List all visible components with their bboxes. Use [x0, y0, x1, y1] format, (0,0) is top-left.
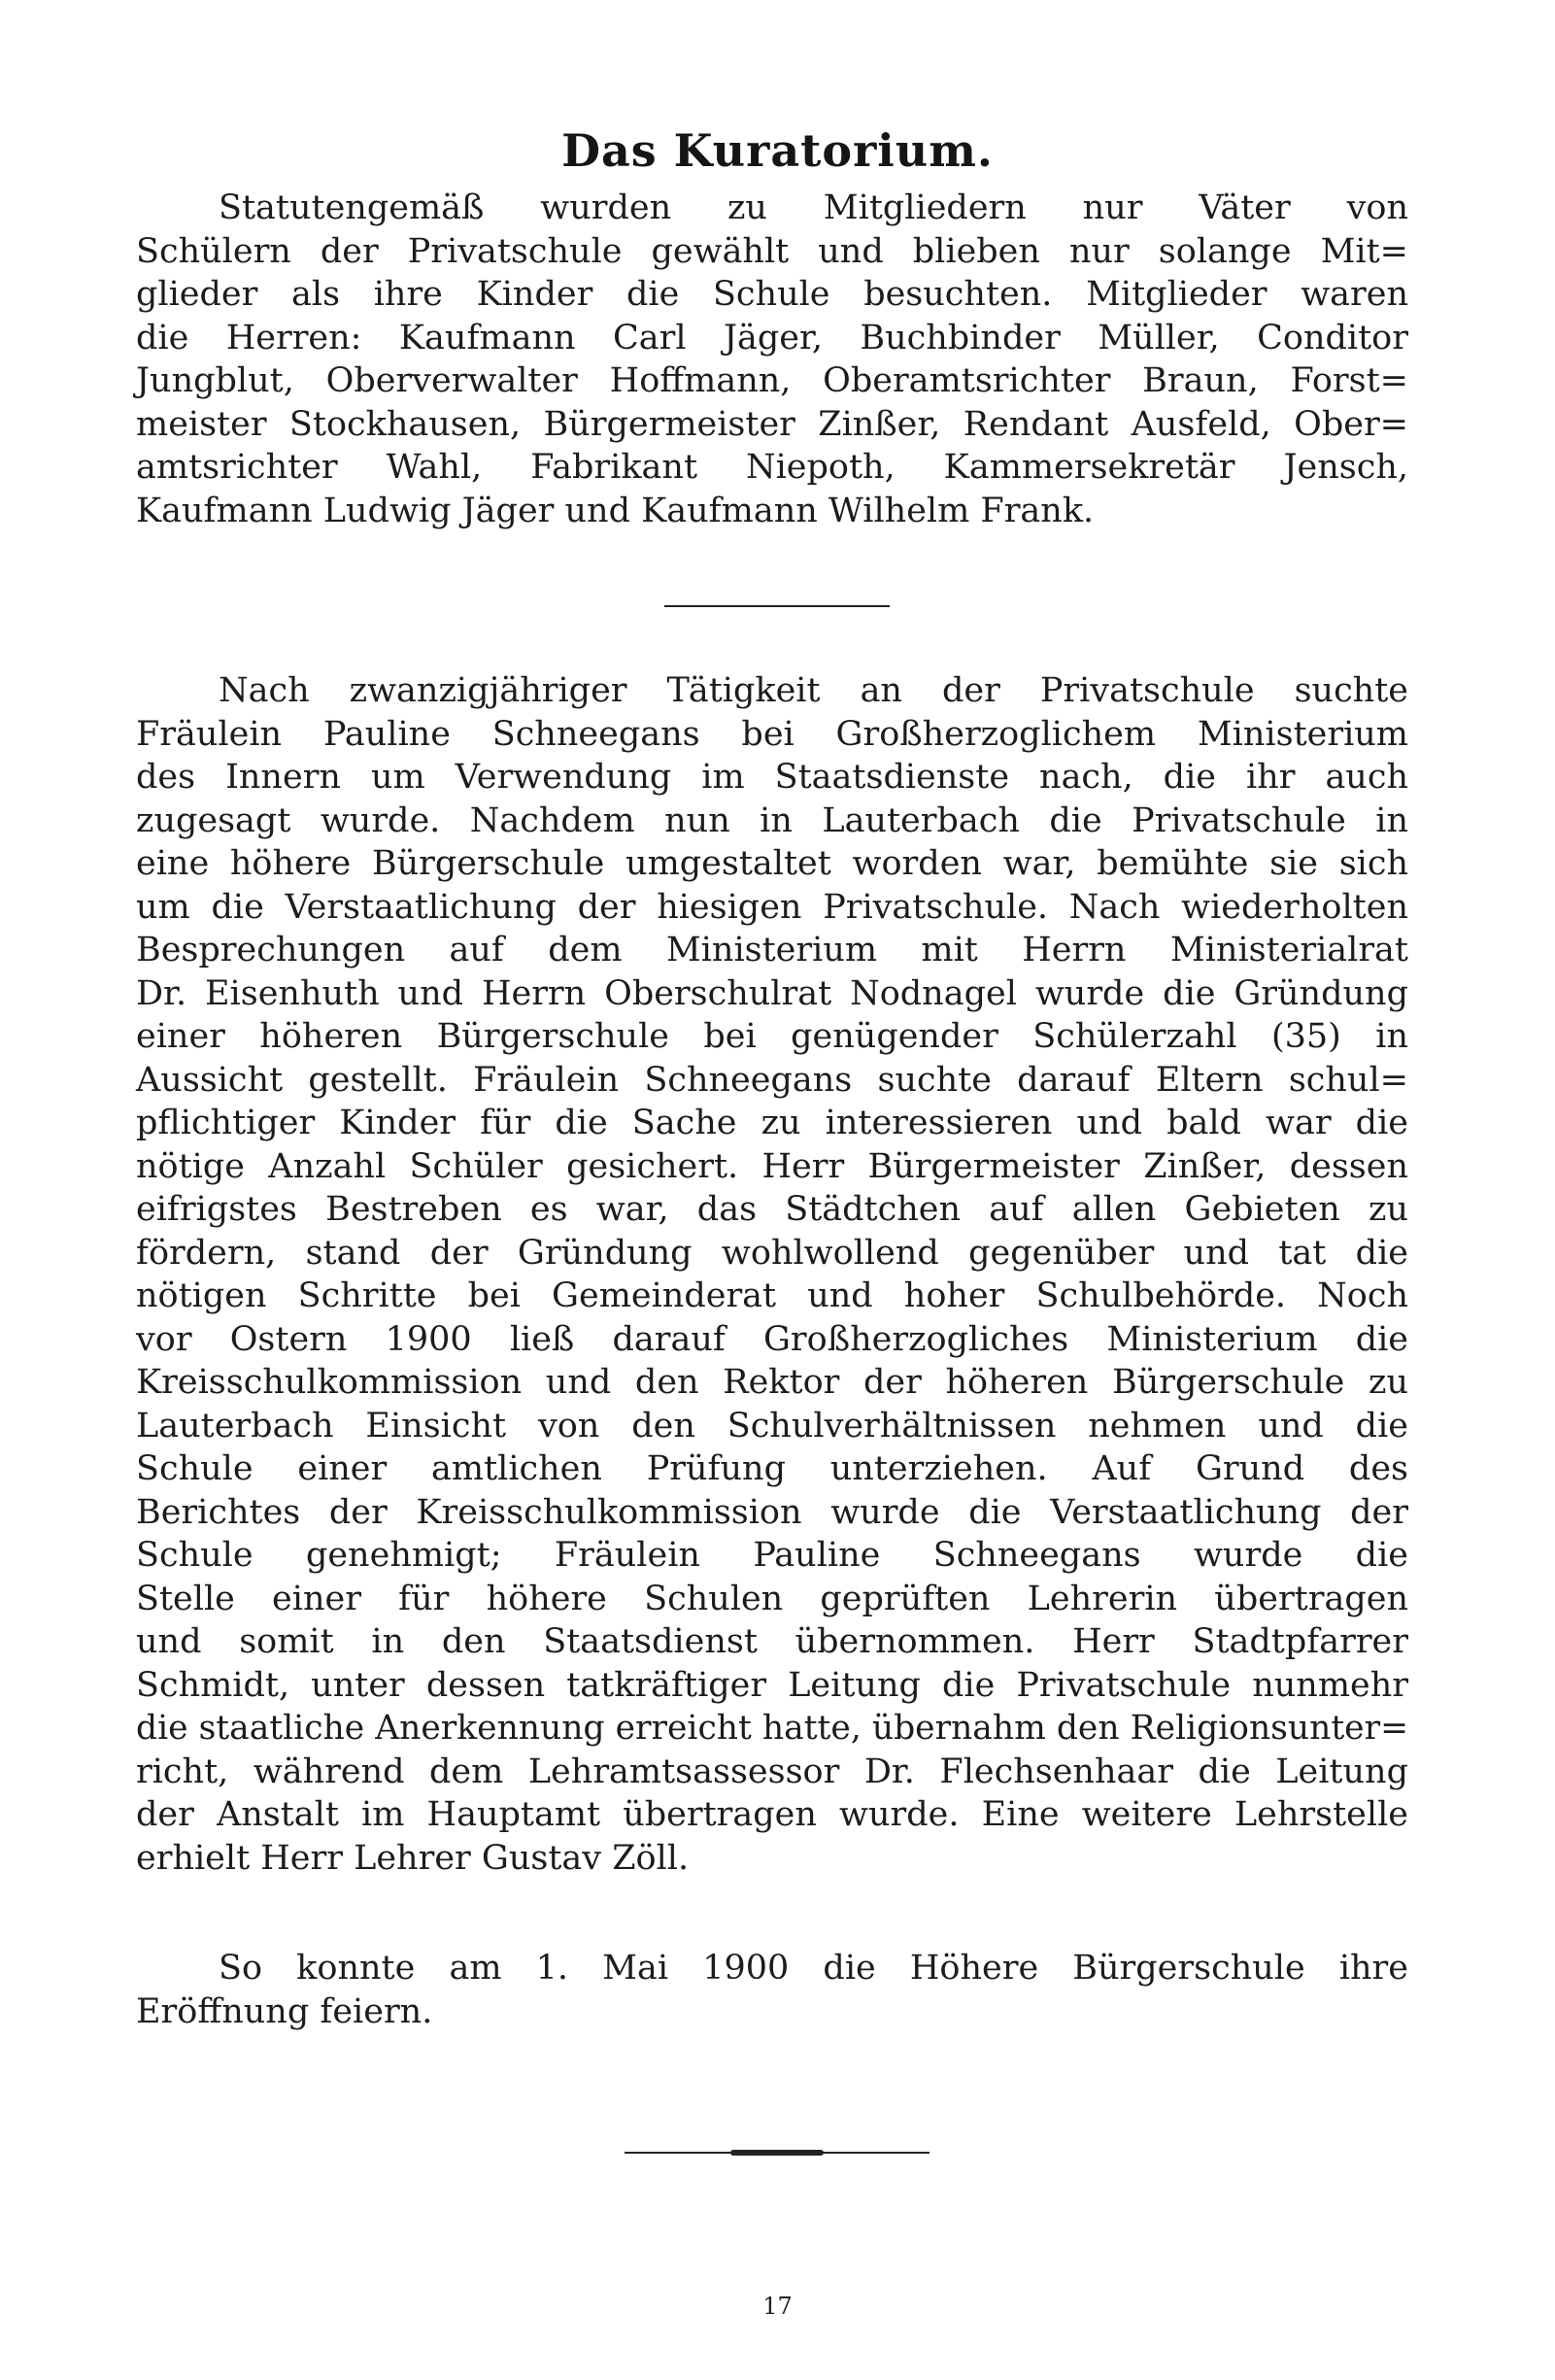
paragraph-kuratorium: [136, 187, 1408, 532]
closing-divider-center: [730, 2150, 824, 2156]
text-line: pflichtiger Kinder für die Sache zu interessieren und bald war die: [136, 1104, 1408, 1142]
text-line: Aussicht gestellt. Fräulein Schneegans suchte darauf Eltern schul=: [136, 1060, 1408, 1100]
text-line: glieder als ihre Kinder die Schule besuchten. Mitglieder waren: [136, 275, 1408, 314]
paragraph-eroeffnung: [136, 1947, 1408, 2033]
text-line: So konnte am 1. Mai 1900 die Höhere Bürgerschule ihre: [219, 1949, 1408, 1988]
section-divider: [664, 605, 890, 607]
text-line: Stelle einer für höhere Schulen geprüften Lehrerin übertragen: [136, 1579, 1408, 1618]
text-line: Nach zwanzigjähriger Tätigkeit an der Privatschule suchte: [219, 671, 1408, 710]
text-line: vor Ostern 1900 ließ darauf Großherzogliches Ministerium die: [136, 1319, 1408, 1359]
text-line: Dr. Eisenhuth und Herrn Oberschulrat Nodnagel wurde die Gründung: [136, 973, 1408, 1013]
text-line: fördern, stand der Gründung wohlwollend gegenüber und tat die: [136, 1233, 1408, 1273]
text-line: Fräulein Pauline Schneegans bei Großherzoglichem Ministerium: [136, 714, 1408, 754]
text-line: meister Stockhausen, Bürgermeister Zinßer, Rendant Ausfeld, Ober=: [136, 404, 1408, 444]
paragraph-verstaatlichung: [136, 669, 1408, 1880]
text-line: eifrigstes Bestreben es war, das Städtchen auf allen Gebieten zu: [136, 1190, 1408, 1229]
page-number: 17: [762, 2293, 793, 2320]
text-line: Schule einer amtlichen Prüfung unterziehen. Auf Grund des: [136, 1449, 1408, 1488]
text-line: des Innern um Verwendung im Staatsdienste nach, die ihr auch: [136, 758, 1408, 797]
text-line: um die Verstaatlichung der hiesigen Privatschule. Nach wiederholten: [136, 887, 1408, 927]
text-line: Schmidt, unter dessen tatkräftiger Leitung die Privatschule nunmehr: [136, 1665, 1408, 1705]
text-line: Berichtes der Kreisschulkommission wurde die Verstaatlichung der: [136, 1492, 1408, 1532]
text-line: Lauterbach Einsicht von den Schulverhältnissen nehmen und die: [136, 1406, 1408, 1445]
text-line: die staatliche Anerkennung erreicht hatte, übernahm den Religionsunter=: [136, 1709, 1408, 1748]
text-line: Besprechungen auf dem Ministerium mit Herrn Ministerialrat: [136, 931, 1408, 969]
text-line: amtsrichter Wahl, Fabrikant Niepoth, Kammersekretär Jensch,: [136, 448, 1408, 487]
text-line: nötige Anzahl Schüler gesichert. Herr Bürgermeister Zinßer, dessen: [136, 1146, 1408, 1186]
text-line: Kaufmann Ludwig Jäger und Kaufmann Wilhelm Frank.: [136, 491, 1095, 530]
text-line: Statutengemäß wurden zu Mitgliedern nur Väter von: [219, 188, 1408, 227]
text-line: Schülern der Privatschule gewählt und blieben nur solange Mit=: [136, 231, 1408, 271]
text-line: richt, während dem Lehramtsassessor Dr. Flechsenhaar die Leitung: [136, 1751, 1408, 1791]
text-line: erhielt Herr Lehrer Gustav Zöll.: [136, 1838, 690, 1878]
text-line: Jungblut, Oberverwalter Hoffmann, Oberamtsrichter Braun, Forst=: [136, 361, 1408, 400]
text-line: der Anstalt im Hauptamt übertragen wurde. Eine weitere Lehrstelle: [136, 1795, 1408, 1834]
text-line: zugesagt wurde. Nachdem nun in Lauterbach die Privatschule in: [136, 800, 1408, 840]
text-line: einer höheren Bürgerschule bei genügender Schülerzahl (35) in: [136, 1017, 1408, 1056]
text-line: die Herren: Kaufmann Carl Jäger, Buchbinder Müller, Conditor: [136, 318, 1408, 357]
text-line: Eröffnung feiern.: [136, 1991, 433, 2031]
text-line: und somit in den Staatsdienst übernommen. Herr Stadtpfarrer: [136, 1622, 1408, 1661]
page-title: Das Kuratorium.: [561, 124, 994, 177]
text-line: nötigen Schritte bei Gemeinderat und hoher Schulbehörde. Noch: [136, 1276, 1408, 1315]
text-line: Kreisschulkommission und den Rektor der höheren Bürgerschule zu: [136, 1363, 1408, 1402]
text-line: Schule genehmigt; Fräulein Pauline Schneegans wurde die: [136, 1536, 1408, 1575]
text-line: eine höhere Bürgerschule umgestaltet worden war, bemühte sie sich: [136, 844, 1408, 883]
